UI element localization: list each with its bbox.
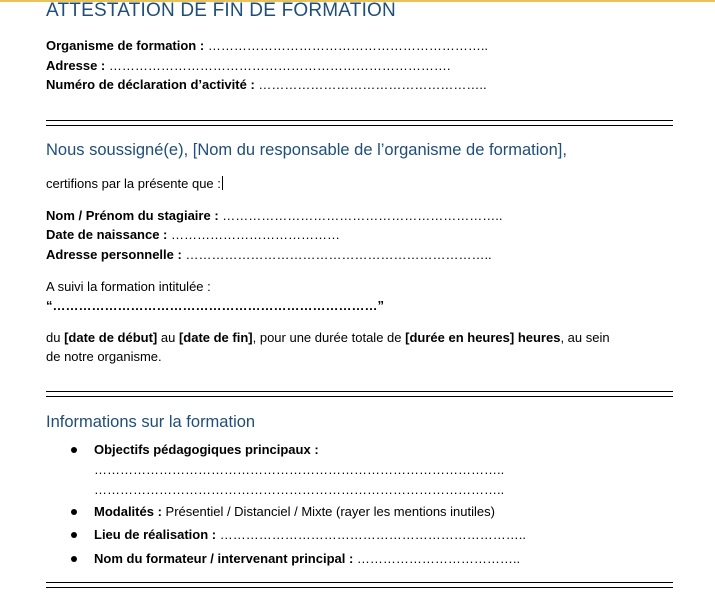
org-name-value: ……………………………………………………….. xyxy=(204,38,489,53)
section-divider xyxy=(46,391,673,397)
bullet-icon xyxy=(71,556,77,562)
certify-line[interactable] xyxy=(46,175,223,193)
section-divider xyxy=(46,120,673,126)
org-name-label: Organisme de formation : xyxy=(46,38,205,53)
document-title: ATTESTATION DE FIN DE FORMATION xyxy=(46,0,396,21)
modalities-value: Présentiel / Distanciel / Mixte (rayer les mentions inutiles) xyxy=(161,504,495,519)
location-line xyxy=(94,526,526,544)
trainee-address-value: …………………………………………………………….. xyxy=(181,247,492,262)
bullet-icon xyxy=(71,532,77,538)
duration-part-4: , au sein xyxy=(560,330,610,345)
intro-heading: Nous soussigné(e), [Nom du responsable de l’organisme de formation], xyxy=(46,141,567,159)
org-declaration-line xyxy=(46,76,487,94)
objectives-label: Objectifs pédagogiques principaux : xyxy=(94,442,319,457)
certify-text: certifions par la présente que : xyxy=(46,176,221,191)
duration-line-1 xyxy=(46,329,610,347)
org-declaration-value: …………………………………………….. xyxy=(254,77,487,92)
org-address-line xyxy=(46,57,450,75)
duration-part-1: du xyxy=(46,330,65,345)
duration-line-2: de notre organisme. xyxy=(46,349,162,364)
duration-part-3: , pour une durée totale de xyxy=(252,330,406,345)
location-label: Lieu de réalisation : xyxy=(94,527,217,542)
modalities-line xyxy=(94,503,495,521)
trainee-birth-line xyxy=(46,226,340,244)
duration-part-2: au xyxy=(157,330,179,345)
trainee-birth-label: Date de naissance : xyxy=(46,227,168,242)
trainee-name-line xyxy=(46,207,503,225)
trainer-value: ……………………………….. xyxy=(353,551,521,566)
trainer-line xyxy=(94,550,520,568)
bullet-icon xyxy=(71,447,77,453)
objectives-line-2: ………………………………………………………………………………….. xyxy=(94,482,505,497)
trainee-birth-value: ………………………………… xyxy=(167,227,341,242)
section-divider xyxy=(46,582,673,588)
trainer-label: Nom du formateur / intervenant principal : xyxy=(94,551,354,566)
trainee-address-line xyxy=(46,246,492,264)
location-value: …………………………………………………………….. xyxy=(216,527,526,542)
info-heading: Informations sur la formation xyxy=(46,413,256,431)
end-date-field: [date de fin] xyxy=(178,330,253,345)
trainee-name-value: ……………………………………………………….. xyxy=(218,208,503,223)
org-declaration-label: Numéro de déclaration d’activité : xyxy=(46,77,255,92)
followed-text: A suivi la formation intitulée : xyxy=(46,279,211,294)
start-date-field: [date de début] xyxy=(64,330,158,345)
modalities-label: Modalités : xyxy=(94,504,162,519)
training-title-placeholder: “…………………………………………………………………” xyxy=(46,298,384,313)
objectives-line-1: ………………………………………………………………………………….. xyxy=(94,462,505,477)
trainee-name-label: Nom / Prénom du stagiaire : xyxy=(46,208,219,223)
bullet-icon xyxy=(71,509,77,515)
hours-field: [durée en heures] heures xyxy=(405,330,561,345)
text-cursor xyxy=(222,176,223,190)
org-name-line xyxy=(46,37,488,55)
org-address-label: Adresse : xyxy=(46,58,106,73)
trainee-address-label: Adresse personnelle : xyxy=(46,247,182,262)
org-address-value: ……………………………………………………………………. xyxy=(105,58,451,73)
